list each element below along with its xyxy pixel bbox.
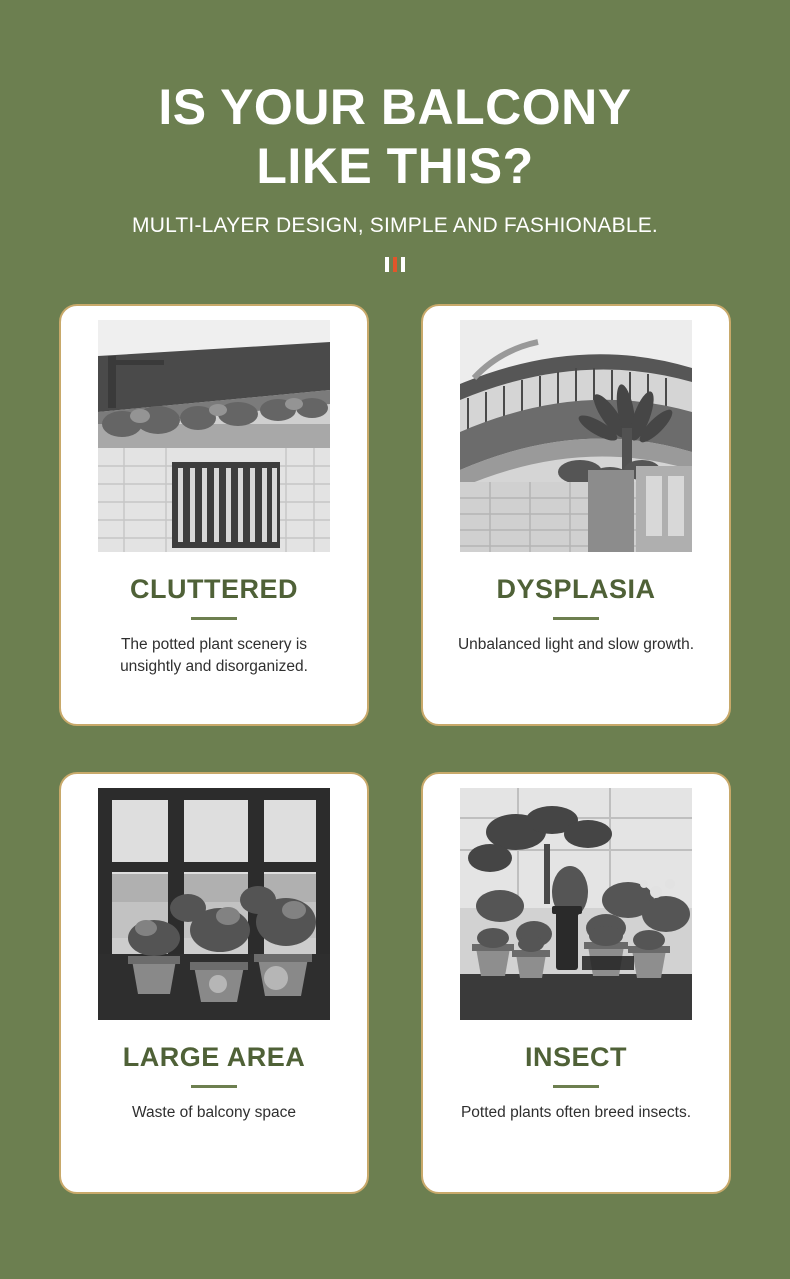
card-title-rule: [191, 1085, 237, 1088]
card-title: CLUTTERED: [130, 574, 298, 604]
card-title-rule: [553, 617, 599, 620]
card-title: LARGE AREA: [122, 1042, 306, 1072]
card-insect: [421, 772, 731, 1194]
group-of-potted-plants-photo: [460, 788, 692, 1020]
card-dysplasia: [421, 304, 731, 726]
page-title-line-1: IS YOUR BALCONY: [158, 79, 632, 135]
divider-dot-center: [393, 257, 397, 272]
card-description: The potted plant scenery is unsightly and disorganized.: [120, 636, 308, 676]
feature-card-grid: [59, 304, 731, 1194]
page-title-line-2: LIKE THIS?: [256, 138, 534, 194]
divider-dots-icon: [0, 256, 790, 272]
card-title-rule: [191, 617, 237, 620]
card-title: DYSPLASIA: [496, 574, 656, 604]
balcony-with-cluttered-potted-plants-photo: [98, 320, 330, 552]
card-description: Waste of balcony space: [132, 1104, 296, 1121]
divider-dot-left: [385, 257, 389, 272]
card-cluttered: [59, 304, 369, 726]
page-title: [45, 78, 745, 196]
card-description: Potted plants often breed insects.: [460, 1104, 692, 1121]
window-sill-crowded-with-pots-photo: [98, 788, 330, 1020]
divider-dot-right: [401, 257, 405, 272]
balcony-with-palm-plant-photo: [460, 320, 692, 552]
card-title: INSECT: [524, 1042, 627, 1072]
card-description: Unbalanced light and slow growth.: [457, 636, 695, 653]
page-subtitle: MULTI-LAYER DESIGN, SIMPLE AND FASHIONABLE.: [132, 214, 658, 237]
page-header: [0, 0, 790, 272]
card-title-rule: [553, 1085, 599, 1088]
card-large-area: [59, 772, 369, 1194]
